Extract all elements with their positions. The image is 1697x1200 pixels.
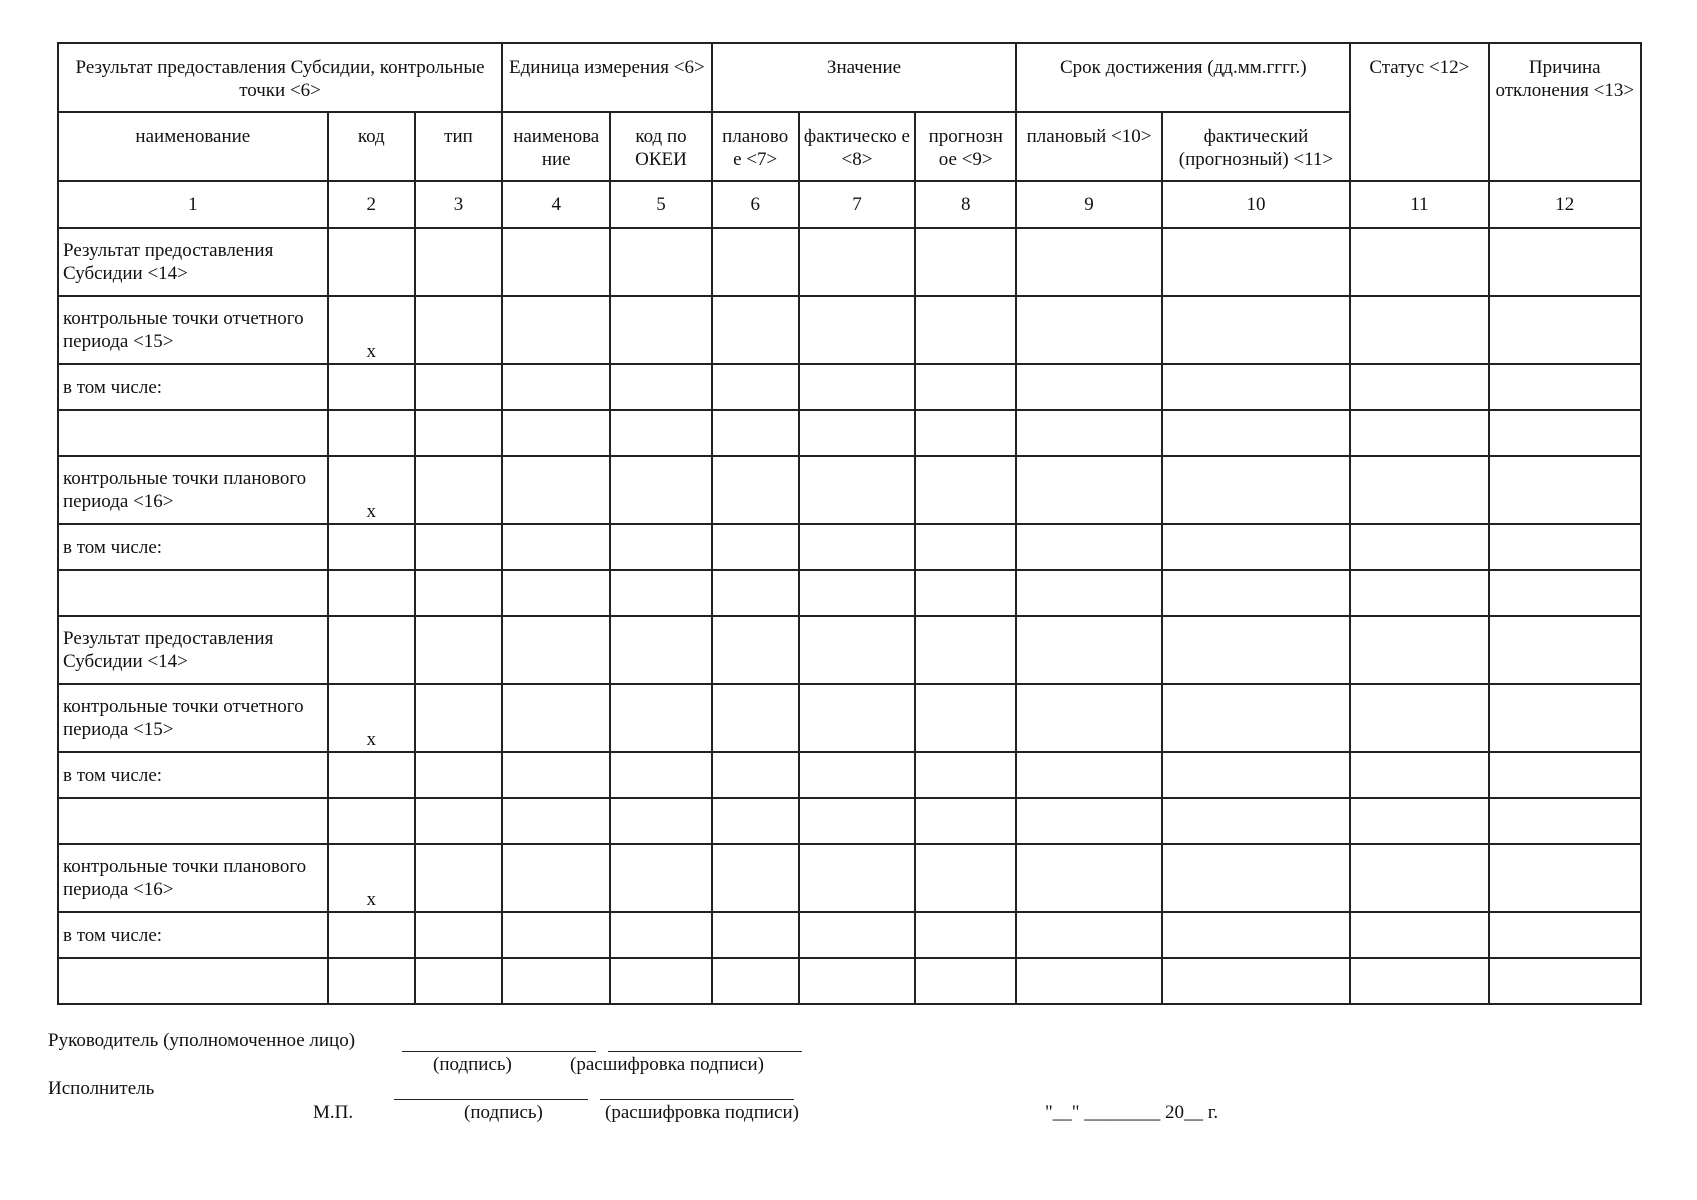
row-cell-col-9[interactable] — [1016, 570, 1161, 616]
row-cell-col-7[interactable] — [799, 684, 915, 752]
row-cell-col-3[interactable] — [415, 798, 502, 844]
row-cell-col-3[interactable] — [415, 684, 502, 752]
header-deadline-group: Срок достижения (дд.мм.гггг.) — [1016, 43, 1350, 112]
row-cell-col-3[interactable] — [415, 228, 502, 296]
row-cell-col-5[interactable] — [610, 844, 711, 912]
table-row — [58, 364, 1641, 410]
row-cell-col-7[interactable] — [799, 364, 915, 410]
row-cell-col-7[interactable] — [799, 752, 915, 798]
row-code-cell[interactable] — [328, 410, 415, 456]
row-cell-col-9[interactable] — [1016, 798, 1161, 844]
row-code-cell[interactable] — [328, 364, 415, 410]
head-label: Руководитель (уполномоченное лицо) — [48, 1030, 356, 1051]
table-row — [58, 798, 1641, 844]
row-label: в том числе: — [58, 752, 328, 798]
row-cell-col-11[interactable] — [1350, 844, 1488, 912]
head-signature-caption: (подпись) — [433, 1054, 512, 1075]
row-cell-col-12[interactable] — [1489, 684, 1641, 752]
column-number: 2 — [328, 181, 415, 228]
row-code-cell[interactable] — [328, 958, 415, 1004]
row-cell-col-4[interactable] — [502, 958, 610, 1004]
row-label — [58, 410, 328, 456]
row-cell-col-4[interactable] — [502, 570, 610, 616]
table-row — [58, 296, 1641, 364]
row-cell-col-11[interactable] — [1350, 524, 1488, 570]
row-label: Результат предоставления Субсидии <14> — [58, 228, 328, 296]
table-row — [58, 912, 1641, 958]
table-row — [58, 844, 1641, 912]
row-cell-col-6[interactable] — [712, 958, 799, 1004]
row-cell-col-12[interactable] — [1489, 228, 1641, 296]
row-cell-col-10[interactable] — [1162, 684, 1350, 752]
row-cell-col-8[interactable] — [915, 844, 1016, 912]
header-reason: Причина отклонения <13> — [1489, 43, 1641, 181]
column-number: 10 — [1162, 181, 1350, 228]
row-cell-col-4[interactable] — [502, 410, 610, 456]
row-code-cell[interactable]: x — [328, 296, 415, 364]
row-cell-col-4[interactable] — [502, 524, 610, 570]
table-row — [58, 228, 1641, 296]
row-label: контрольные точки отчетного периода <15> — [58, 684, 328, 752]
row-cell-col-9[interactable] — [1016, 912, 1161, 958]
row-cell-col-5[interactable] — [610, 752, 711, 798]
row-cell-col-11[interactable] — [1350, 958, 1488, 1004]
row-label: контрольные точки планового периода <16> — [58, 456, 328, 524]
table-row — [58, 752, 1641, 798]
row-cell-col-7[interactable] — [799, 456, 915, 524]
row-cell-col-3[interactable] — [415, 410, 502, 456]
executor-signature-line[interactable] — [394, 1099, 588, 1100]
row-cell-col-3[interactable] — [415, 570, 502, 616]
table-row — [58, 456, 1641, 524]
row-cell-col-9[interactable] — [1016, 456, 1161, 524]
row-cell-col-11[interactable] — [1350, 798, 1488, 844]
table-row — [58, 616, 1641, 684]
row-cell-col-11[interactable] — [1350, 912, 1488, 958]
column-number: 12 — [1489, 181, 1641, 228]
executor-signature-caption: (подпись) — [464, 1102, 543, 1123]
row-cell-col-9[interactable] — [1016, 524, 1161, 570]
row-cell-col-11[interactable] — [1350, 296, 1488, 364]
row-cell-col-5[interactable] — [610, 410, 711, 456]
row-cell-col-3[interactable] — [415, 912, 502, 958]
row-cell-col-3[interactable] — [415, 456, 502, 524]
row-cell-col-4[interactable] — [502, 364, 610, 410]
row-cell-col-3[interactable] — [415, 524, 502, 570]
table-row — [58, 958, 1641, 1004]
row-cell-col-7[interactable] — [799, 912, 915, 958]
row-cell-col-6[interactable] — [712, 364, 799, 410]
row-cell-col-12[interactable] — [1489, 616, 1641, 684]
header-unit-group: Единица измерения <6> — [502, 43, 712, 112]
row-cell-col-9[interactable] — [1016, 958, 1161, 1004]
row-cell-col-7[interactable] — [799, 524, 915, 570]
row-cell-col-4[interactable] — [502, 616, 610, 684]
head-decoding-caption: (расшифровка подписи) — [570, 1054, 764, 1075]
row-cell-col-8[interactable] — [915, 752, 1016, 798]
row-code-cell[interactable] — [328, 752, 415, 798]
row-cell-col-6[interactable] — [712, 228, 799, 296]
row-label: в том числе: — [58, 524, 328, 570]
row-cell-col-5[interactable] — [610, 228, 711, 296]
row-label — [58, 570, 328, 616]
row-cell-col-4[interactable] — [502, 296, 610, 364]
row-cell-col-10[interactable] — [1162, 296, 1350, 364]
row-cell-col-3[interactable] — [415, 364, 502, 410]
row-cell-col-12[interactable] — [1489, 410, 1641, 456]
executor-decoding-caption: (расшифровка подписи) — [605, 1102, 799, 1123]
row-cell-col-5[interactable] — [610, 296, 711, 364]
row-cell-col-4[interactable] — [502, 798, 610, 844]
row-cell-col-10[interactable] — [1162, 912, 1350, 958]
row-code-cell[interactable] — [328, 524, 415, 570]
row-cell-col-8[interactable] — [915, 296, 1016, 364]
row-cell-col-6[interactable] — [712, 410, 799, 456]
row-cell-col-8[interactable] — [915, 524, 1016, 570]
row-cell-col-7[interactable] — [799, 410, 915, 456]
header-unit-name: наименова ние — [502, 112, 610, 181]
row-cell-col-9[interactable] — [1016, 410, 1161, 456]
table-row — [58, 524, 1641, 570]
column-number: 4 — [502, 181, 610, 228]
row-cell-col-12[interactable] — [1489, 844, 1641, 912]
row-cell-col-3[interactable] — [415, 752, 502, 798]
row-cell-col-12[interactable] — [1489, 752, 1641, 798]
row-cell-col-4[interactable] — [502, 456, 610, 524]
row-cell-col-8[interactable] — [915, 410, 1016, 456]
row-code-cell[interactable]: x — [328, 684, 415, 752]
row-cell-col-10[interactable] — [1162, 958, 1350, 1004]
row-cell-col-12[interactable] — [1489, 912, 1641, 958]
row-cell-col-10[interactable] — [1162, 410, 1350, 456]
row-cell-col-5[interactable] — [610, 684, 711, 752]
row-cell-col-12[interactable] — [1489, 798, 1641, 844]
row-cell-col-7[interactable] — [799, 296, 915, 364]
row-cell-col-10[interactable] — [1162, 524, 1350, 570]
header-value-planned: планово е <7> — [712, 112, 799, 181]
row-cell-col-8[interactable] — [915, 684, 1016, 752]
row-cell-col-10[interactable] — [1162, 228, 1350, 296]
row-cell-col-10[interactable] — [1162, 844, 1350, 912]
table-body — [58, 228, 1641, 1004]
row-cell-col-5[interactable] — [610, 570, 711, 616]
column-number: 11 — [1350, 181, 1488, 228]
row-cell-col-7[interactable] — [799, 844, 915, 912]
row-cell-col-9[interactable] — [1016, 364, 1161, 410]
row-cell-col-9[interactable] — [1016, 616, 1161, 684]
row-cell-col-5[interactable] — [610, 456, 711, 524]
header-result-group: Результат предоставления Субсидии, контрольные точки <6> — [58, 43, 502, 112]
row-label: контрольные точки планового периода <16> — [58, 844, 328, 912]
row-cell-col-5[interactable] — [610, 616, 711, 684]
column-number-row — [58, 181, 1641, 228]
row-cell-col-8[interactable] — [915, 364, 1016, 410]
row-cell-col-4[interactable] — [502, 844, 610, 912]
row-cell-col-12[interactable] — [1489, 958, 1641, 1004]
row-cell-col-4[interactable] — [502, 228, 610, 296]
row-cell-col-8[interactable] — [915, 456, 1016, 524]
date-line[interactable]: "__" ________ 20__ г. — [1045, 1102, 1219, 1123]
row-label: контрольные точки отчетного периода <15> — [58, 296, 328, 364]
row-cell-col-11[interactable] — [1350, 456, 1488, 524]
row-cell-col-6[interactable] — [712, 524, 799, 570]
row-cell-col-12[interactable] — [1489, 296, 1641, 364]
row-cell-col-7[interactable] — [799, 570, 915, 616]
row-label — [58, 958, 328, 1004]
header-value-actual: фактическо е <8> — [799, 112, 915, 181]
row-cell-col-6[interactable] — [712, 296, 799, 364]
header-okei-code: код по ОКЕИ — [610, 112, 711, 181]
column-number: 8 — [915, 181, 1016, 228]
row-cell-col-5[interactable] — [610, 912, 711, 958]
row-cell-col-5[interactable] — [610, 798, 711, 844]
table-row — [58, 684, 1641, 752]
header-deadline-actual: фактический (прогнозный) <11> — [1162, 112, 1350, 181]
head-decoding-line[interactable] — [608, 1051, 802, 1052]
row-cell-col-8[interactable] — [915, 570, 1016, 616]
row-cell-col-6[interactable] — [712, 798, 799, 844]
column-number: 7 — [799, 181, 915, 228]
row-cell-col-7[interactable] — [799, 228, 915, 296]
row-cell-col-3[interactable] — [415, 296, 502, 364]
row-cell-col-6[interactable] — [712, 912, 799, 958]
row-cell-col-9[interactable] — [1016, 752, 1161, 798]
row-cell-col-8[interactable] — [915, 912, 1016, 958]
row-cell-col-10[interactable] — [1162, 456, 1350, 524]
row-cell-col-12[interactable] — [1489, 456, 1641, 524]
table-row — [58, 570, 1641, 616]
row-cell-col-11[interactable] — [1350, 684, 1488, 752]
row-label: в том числе: — [58, 364, 328, 410]
header-status: Статус <12> — [1350, 43, 1488, 181]
row-cell-col-11[interactable] — [1350, 228, 1488, 296]
row-cell-col-11[interactable] — [1350, 410, 1488, 456]
row-cell-col-12[interactable] — [1489, 524, 1641, 570]
row-cell-col-4[interactable] — [502, 684, 610, 752]
row-cell-col-9[interactable] — [1016, 684, 1161, 752]
row-code-cell[interactable] — [328, 570, 415, 616]
row-code-cell[interactable]: x — [328, 456, 415, 524]
row-code-cell[interactable] — [328, 912, 415, 958]
column-number: 3 — [415, 181, 502, 228]
row-cell-col-8[interactable] — [915, 228, 1016, 296]
row-cell-col-7[interactable] — [799, 616, 915, 684]
header-code: код — [328, 112, 415, 181]
row-cell-col-12[interactable] — [1489, 364, 1641, 410]
row-cell-col-12[interactable] — [1489, 570, 1641, 616]
row-label — [58, 798, 328, 844]
row-code-cell[interactable] — [328, 798, 415, 844]
row-code-cell[interactable] — [328, 228, 415, 296]
row-cell-col-3[interactable] — [415, 616, 502, 684]
row-label: в том числе: — [58, 912, 328, 958]
executor-label: Исполнитель — [48, 1078, 155, 1099]
row-cell-col-4[interactable] — [502, 752, 610, 798]
row-cell-col-9[interactable] — [1016, 296, 1161, 364]
results-table — [57, 42, 1642, 1005]
column-number: 9 — [1016, 181, 1161, 228]
head-signature-line[interactable] — [402, 1051, 596, 1052]
row-cell-col-8[interactable] — [915, 616, 1016, 684]
row-cell-col-7[interactable] — [799, 798, 915, 844]
row-cell-col-4[interactable] — [502, 912, 610, 958]
row-cell-col-5[interactable] — [610, 524, 711, 570]
row-code-cell[interactable] — [328, 616, 415, 684]
column-number: 1 — [58, 181, 328, 228]
row-cell-col-7[interactable] — [799, 958, 915, 1004]
row-cell-col-6[interactable] — [712, 456, 799, 524]
header-type: тип — [415, 112, 502, 181]
row-cell-col-5[interactable] — [610, 364, 711, 410]
row-cell-col-10[interactable] — [1162, 570, 1350, 616]
row-cell-col-9[interactable] — [1016, 228, 1161, 296]
header-deadline-planned: плановый <10> — [1016, 112, 1161, 181]
header-value-forecast: прогнозн ое <9> — [915, 112, 1016, 181]
row-cell-col-3[interactable] — [415, 844, 502, 912]
row-cell-col-10[interactable] — [1162, 616, 1350, 684]
row-cell-col-6[interactable] — [712, 570, 799, 616]
row-cell-col-10[interactable] — [1162, 752, 1350, 798]
row-cell-col-11[interactable] — [1350, 616, 1488, 684]
row-cell-col-6[interactable] — [712, 616, 799, 684]
row-cell-col-8[interactable] — [915, 798, 1016, 844]
row-cell-col-3[interactable] — [415, 958, 502, 1004]
header-value-group: Значение — [712, 43, 1017, 112]
row-cell-col-5[interactable] — [610, 958, 711, 1004]
row-cell-col-11[interactable] — [1350, 364, 1488, 410]
row-cell-col-11[interactable] — [1350, 570, 1488, 616]
column-number: 5 — [610, 181, 711, 228]
row-cell-col-10[interactable] — [1162, 364, 1350, 410]
row-cell-col-9[interactable] — [1016, 844, 1161, 912]
row-cell-col-6[interactable] — [712, 684, 799, 752]
row-label: Результат предоставления Субсидии <14> — [58, 616, 328, 684]
executor-decoding-line[interactable] — [600, 1099, 794, 1100]
row-code-cell[interactable]: x — [328, 844, 415, 912]
row-cell-col-8[interactable] — [915, 958, 1016, 1004]
table-row — [58, 410, 1641, 456]
row-cell-col-10[interactable] — [1162, 798, 1350, 844]
column-number: 6 — [712, 181, 799, 228]
row-cell-col-6[interactable] — [712, 844, 799, 912]
header-name: наименование — [58, 112, 328, 181]
stamp-label: М.П. — [313, 1102, 354, 1123]
row-cell-col-11[interactable] — [1350, 752, 1488, 798]
row-cell-col-6[interactable] — [712, 752, 799, 798]
